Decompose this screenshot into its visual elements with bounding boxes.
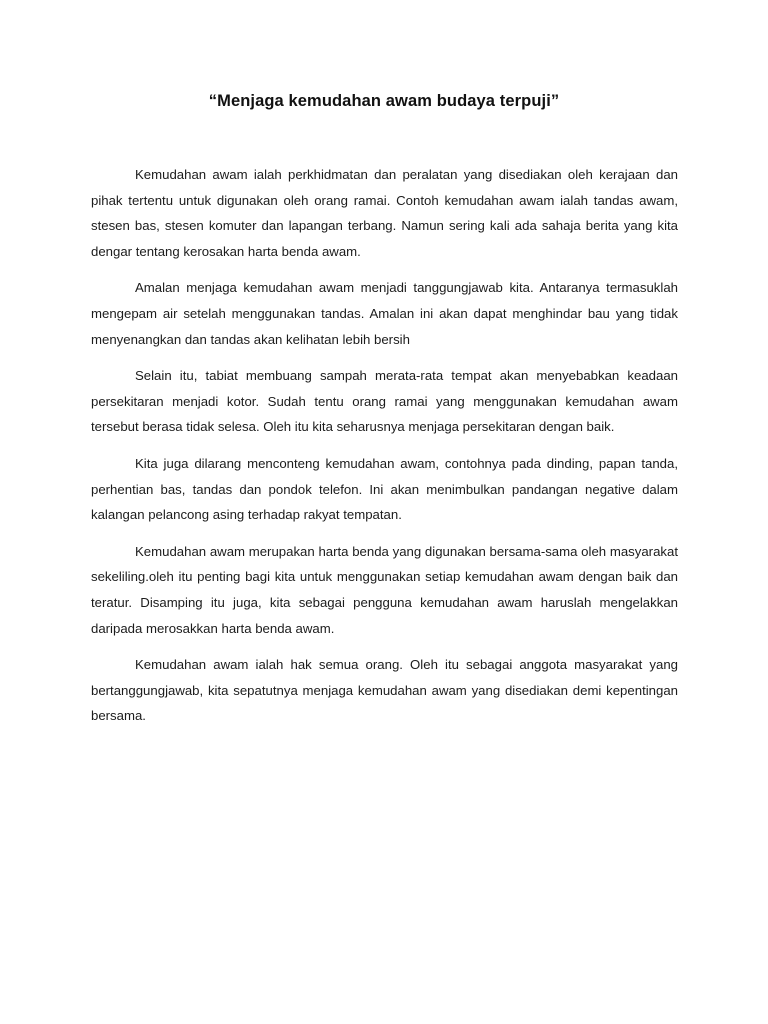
document-body (91, 162, 678, 740)
document-title: “Menjaga kemudahan awam budaya terpuji” (208, 92, 560, 110)
paragraph-5: Kemudahan awam merupakan harta benda yang digunakan bersama-sama oleh masyarakat sekeliling.oleh itu penting bagi kita untuk menggunakan setiap kemudahan awam dengan baik dan teratur. Disamping itu juga, kita sebagai pengguna kemudahan awam haruslah mengelakkan daripada merosakkan harta benda awam. (91, 543, 678, 636)
paragraph-3: Selain itu, tabiat membuang sampah merata-rata tempat akan menyebabkan keadaan persekitaran menjadi kotor. Sudah tentu orang ramai yang menggunakan kemudahan awam tersebut berasa tidak selesa. Oleh itu kita seharusnya menjaga persekitaran dengan baik. (91, 368, 678, 435)
paragraph-4: Kita juga dilarang menconteng kemudahan awam, contohnya pada dinding, papan tanda, perhentian bas, tandas dan pondok telefon. Ini akan menimbulkan pandangan negative dalam kalangan pelancong asing terhadap rakyat tempatan. (91, 455, 678, 523)
paragraph-2: Amalan menjaga kemudahan awam menjadi tanggungjawab kita. Antaranya termasuklah mengepam air setelah menggunakan tandas. Amalan ini akan dapat menghindar bau yang tidak menyenangkan dan tandas akan kelihatan lebih bersih (91, 280, 678, 347)
paragraph-1: Kemudahan awam ialah perkhidmatan dan peralatan yang disediakan oleh kerajaan dan pihak tertentu untuk digunakan oleh orang ramai. Contoh kemudahan awam ialah tandas awam, stesen bas, stesen komuter dan lapangan terbang. Namun sering kali ada sahaja berita yang kita dengar tentang kerosakan harta benda awam. (91, 167, 678, 259)
paragraph-6: Kemudahan awam ialah hak semua orang. Oleh itu sebagai anggota masyarakat yang bertanggungjawab, kita sepatutnya menjaga kemudahan awam yang disediakan demi kepentingan bersama. (91, 657, 678, 724)
